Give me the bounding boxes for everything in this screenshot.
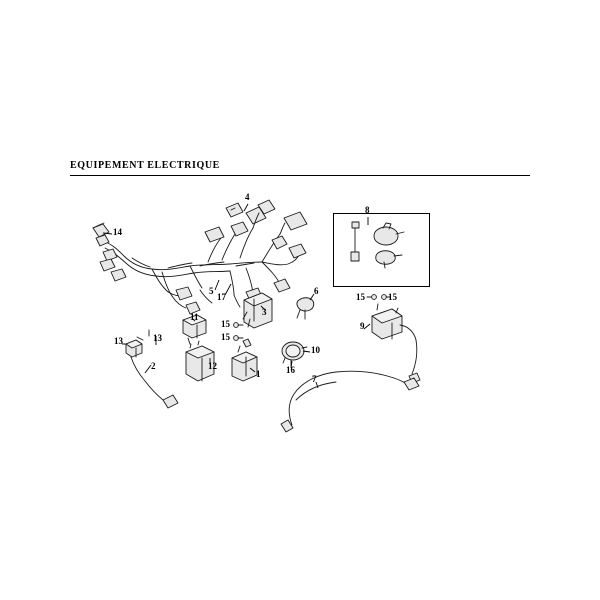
callout-11: 11 bbox=[190, 312, 199, 322]
callout-14: 14 bbox=[113, 227, 122, 237]
callout-3: 3 bbox=[262, 307, 267, 317]
page-title: EQUIPEMENT ELECTRIQUE bbox=[70, 160, 220, 171]
callout-4: 4 bbox=[245, 192, 250, 202]
callout-2: 2 bbox=[151, 361, 156, 371]
callout-8: 8 bbox=[365, 205, 370, 215]
callout-7: 7 bbox=[312, 374, 317, 384]
callout-15-lower-a: 15 bbox=[221, 319, 230, 329]
callout-1: 1 bbox=[256, 369, 261, 379]
callout-9: 9 bbox=[360, 321, 365, 331]
callout-12: 12 bbox=[208, 361, 217, 371]
callout-15-upper-right: 15 bbox=[388, 292, 397, 302]
detail-inset bbox=[333, 213, 430, 287]
callout-13-right: 13 bbox=[153, 333, 162, 343]
callout-13-left: 13 bbox=[114, 336, 123, 346]
callout-5: 5 bbox=[209, 286, 214, 296]
callout-15-lower-b: 15 bbox=[221, 332, 230, 342]
callout-17: 17 bbox=[217, 292, 226, 302]
callout-15-upper-left: 15 bbox=[356, 292, 365, 302]
callout-10: 10 bbox=[311, 345, 320, 355]
callout-6: 6 bbox=[314, 286, 319, 296]
callout-16: 16 bbox=[286, 365, 295, 375]
